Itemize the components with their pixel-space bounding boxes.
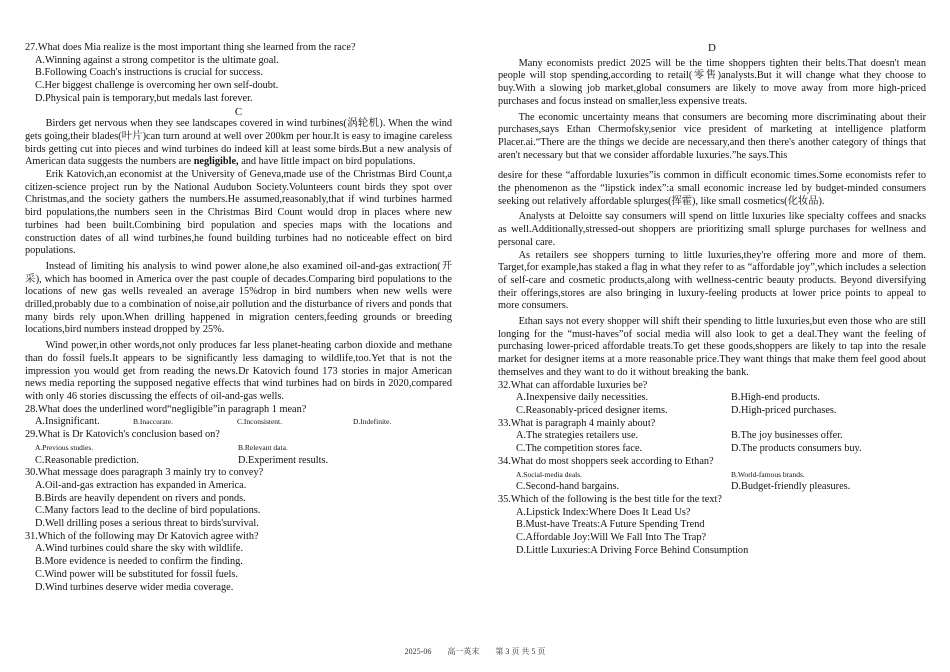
q31-option-d: D.Wind turbines deserve wider media coverage. xyxy=(35,581,234,593)
q35-option-d: D.Little Luxuries:A Driving Force Behind Consumption xyxy=(516,544,749,556)
q35-option-a: A.Lipstick Index:Where Does It Lead Us? xyxy=(516,506,691,518)
passage-d-paragraph-3: Analysts at Deloitte say consumers will spend on little luxuries like specialty coffees and snacks as well.Additionally,stressed-out shoppers are prioritizing small splurge purchases for wellness and personal care. xyxy=(498,211,926,248)
q30-option-c: C.Many factors lead to the decline of bird populations. xyxy=(35,505,261,517)
page-footer: 2025-06 高一英末 第 3 页 共 5 页 xyxy=(404,647,546,656)
q33-options-ab xyxy=(498,430,926,443)
q34-options-cd xyxy=(498,481,926,494)
q29-option-d: D.Experiment results. xyxy=(238,454,329,466)
q32-options-cd xyxy=(498,405,926,418)
q30-option-a: A.Oil-and-gas extraction has expanded in America. xyxy=(35,479,247,491)
passage-c-paragraph-4: Wind power,in other words,not only produces far less planet-heating carbon dioxide and methane than do fossil fuels.It appears to be significantly less damaging to wildlife,too.Yet that is not the impression you would get from reading the news.Dr Katovich found 173 stories in major American news media reporting the supposed negative effects that wind turbines had on birds in 2020,compared with only 46 stories discussing the effects of oil-and-gas wells. xyxy=(25,340,452,402)
q32-stem: 32.What can affordable luxuries be? xyxy=(498,379,648,391)
left-column xyxy=(25,42,452,594)
q33-stem: 33.What is paragraph 4 mainly about? xyxy=(498,417,656,429)
q32-option-a: A.Inexpensive daily necessities. xyxy=(516,392,649,404)
q34-option-b: B.World-famous brands. xyxy=(731,469,805,479)
q34-options-ab xyxy=(498,469,926,482)
q31-option-c: C.Wind power will be substituted for fossil fuels. xyxy=(35,568,238,580)
q33-options-cd xyxy=(498,443,926,456)
q32-option-b: B.High-end products. xyxy=(731,392,820,404)
q34-option-c: C.Second-hand bargains. xyxy=(516,481,620,493)
q28-stem: 28.What does the underlined word“negligible”in paragraph 1 mean? xyxy=(25,403,307,415)
q29-options-ab xyxy=(25,442,452,455)
q31-option-b: B.More evidence is needed to confirm the finding. xyxy=(35,556,243,568)
p1-text-b: and have little impact on bird populations. xyxy=(238,156,416,168)
passage-c-paragraph-2: Erik Katovich,an economist at the University of Geneva,made use of the Christmas Bird Count,a citizen-science project run by the National Audubon Society.Volunteers count birds they spot over Christmas,and the society gathers the numbers.He assumed,reasonably,that if wind turbines harmed bird populations,the numbers seen in the Christmas Bird Count would drop in places where new turbines had been built.Combining bird population and species maps with the locations and construction dates of all wind turbines,he found building turbines had no noticeable effect on bird populations. xyxy=(25,169,452,257)
q27-stem: 27.What does Mia realize is the most important thing she learned from the race? xyxy=(25,42,356,53)
q31-option-a: A.Wind turbines could share the sky with wildlife. xyxy=(35,543,244,555)
passage-d-paragraph-2: The economic uncertainty means that consumers are becoming more discriminating about their purchases,says Ethan Chermofsky,senior vice president of marketing at intelligence platform Placer.ai.“There are the things we decide are necessary,and then there's another category of things that aren't necessary but that we consider affordable luxuries.”he says.This xyxy=(498,111,926,161)
q31-stem: 31.Which of the following may Dr Katovich agree with? xyxy=(25,530,259,542)
q28-option-d: D.Indefinite. xyxy=(353,417,392,427)
q35-stem: 35.Which of the following is the best title for the text? xyxy=(498,493,722,505)
q35-option-b: B.Must-have Treats:A Future Spending Trend xyxy=(516,519,705,531)
q30-stem: 30.What message does paragraph 3 mainly try to convey? xyxy=(25,467,264,479)
q34-option-d: D.Budget-friendly pleasures. xyxy=(731,481,851,493)
q33-option-c: C.The competition stores face. xyxy=(516,443,643,455)
q30-option-d: D.Well drilling poses a serious threat to birds'survival. xyxy=(35,518,259,530)
passage-c-paragraph-3: Instead of limiting his analysis to wind power alone,he also examined oil-and-gas extraction(开采), which has boomed in America over the past couple of decades.Comparing bird populations to the locations of new gas wells revealed an average 15%drop in bird numbers when new wells were drilled,probably due to a combination of noise,air pollution and the disturbance of rivers and ponds that many birds rely upon.When drilling happened in migration centers,feeding grounds or breeding locations,bird numbers instead dropped by 25%. xyxy=(25,260,452,336)
q28-option-a: A.Insignificant. xyxy=(35,416,100,428)
q33-option-a: A.The strategies retailers use. xyxy=(516,430,639,442)
q27-option-b: B.Following Coach's instructions is crucial for success. xyxy=(35,67,263,79)
p1-text-a: Birders get nervous when they see landscapes covered in wind turbines(涡轮机). When the wind gets going,their blades(叶片)can turn around at well over 200km per hour.It is easy to imagine careless birds getting cut into pieces and wind turbines do indeed kill at least some birds.But a new analysis of American data suggests the numbers are xyxy=(25,118,452,168)
q33-option-b: B.The joy businesses offer. xyxy=(731,430,843,442)
q28-option-c: C.Inconsistent. xyxy=(237,417,282,427)
passage-d-paragraph-1: Many economists predict 2025 will be the time shoppers tighten their belts.That doesn't mean people will stop spending,according to retail(零售)analysts.But it will change what they choose to buy.With a slowing job market,global consumers are likely to move away from more high-priced purchases and focus instead on smaller,less expensive treats. xyxy=(498,57,926,107)
right-column xyxy=(498,42,926,557)
q29-option-a: A.Previous studies. xyxy=(35,442,94,452)
section-d-heading: D xyxy=(708,42,716,54)
q35-option-c: C.Affordable Joy:Will We Fall Into The Trap? xyxy=(516,532,707,544)
q34-stem: 34.What do most shoppers seek according to Ethan? xyxy=(498,455,714,467)
q28-options xyxy=(25,416,452,429)
q27-option-a: A.Winning against a strong competitor is the ultimate goal. xyxy=(35,54,279,66)
q27-option-c: C.Her biggest challenge is overcoming her own self-doubt. xyxy=(35,80,279,92)
q32-option-d: D.High-priced purchases. xyxy=(731,404,837,416)
passage-d-paragraph-5: Ethan says not every shopper will shift their spending to little luxuries,but even those who are still longing for the “must-haves”of social media will also look to get a deal.They want the feeling of purchasing lower-priced affordable treats.To get these goods,shoppers are likely to tap into the resale market for designer items at a more reasonable price.They want things that make them feel good about themselves and they want to do it without breaking the bank. xyxy=(498,316,926,378)
passage-c-paragraph-1 xyxy=(25,118,452,169)
q29-option-c: C.Reasonable prediction. xyxy=(35,454,139,466)
q30-option-b: B.Birds are heavily dependent on rivers and ponds. xyxy=(35,492,246,504)
underlined-word: negligible, xyxy=(193,156,239,168)
q32-options-ab xyxy=(498,392,926,405)
q27-option-d: D.Physical pain is temporary,but medals last forever. xyxy=(35,92,253,104)
q29-option-b: B.Relevant data. xyxy=(238,442,288,452)
section-c-heading: C xyxy=(234,105,243,118)
q33-option-d: D.The products consumers buy. xyxy=(731,443,862,455)
passage-d-paragraph-4: As retailers see shoppers turning to little luxuries,they're offering more and more of them. Target,for example,has staked a flag in what they refer to as “affordable joy”,which includes a selection of self-care and cosmetic products,along with wellness-centric beauty products. Beyond diversifying their offerings,stores are also bringing in luxury-feeling products at lower price points to appeal to more consumers. xyxy=(498,249,926,312)
q28-option-b: B.Inaccurate. xyxy=(133,417,173,427)
passage-d-paragraph-2-continued: desire for these “affordable luxuries”is common in difficult economic times.Some economists refer to the phenomenon as the “lipstick index”:a small economic increase led by budget-minded consumers seeking out relatively affordable splurges(挥霍), like small cosmetics(化妆品). xyxy=(498,170,926,207)
q29-stem: 29.What is Dr Katovich's conclusion based on? xyxy=(25,429,220,441)
q32-option-c: C.Reasonably-priced designer items. xyxy=(516,404,668,416)
q29-options-cd xyxy=(25,455,452,468)
q34-option-a: A.Social-media deals. xyxy=(516,469,583,479)
